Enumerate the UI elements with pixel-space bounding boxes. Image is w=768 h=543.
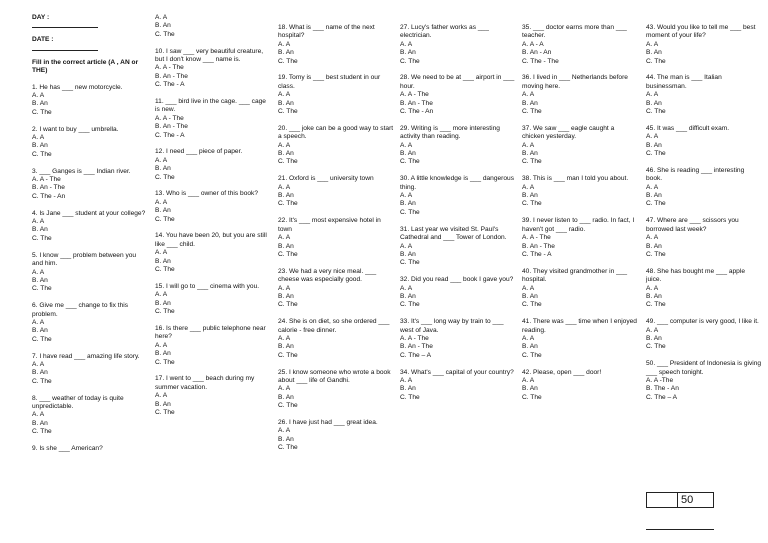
question-item (278, 175, 394, 209)
question-item (400, 175, 516, 217)
question-item (278, 369, 394, 411)
question-list (646, 24, 762, 402)
question-item (155, 190, 271, 224)
answer-option: A. A (32, 318, 45, 326)
question-text: 14. You have been 20, but you are still like ___ child. (155, 232, 267, 248)
score-total: 50 (681, 494, 694, 506)
question-text: 19. Tomy is ___ best student in our class. (278, 74, 381, 90)
answer-option: A. A (646, 40, 659, 48)
question-item (522, 125, 638, 167)
question-text: 40. They visited grandmother in ___ hospital. (522, 267, 628, 284)
answer-option: A. A (32, 411, 45, 419)
worksheet-column-3 (278, 24, 394, 461)
answer-option: C. The - A (155, 81, 185, 89)
answer-option: B. An (155, 22, 171, 30)
answer-option: A. A (155, 341, 168, 349)
answer-option: C. The (646, 57, 666, 65)
answer-option: C. The (278, 158, 298, 166)
question-text: 32. Did you read ___ book I gave you? (400, 276, 514, 284)
question-text: 10. I saw ___ very beautiful creature, but I don't know ___ name is. (155, 47, 264, 64)
question-text: 12. I need ___ piece of paper. (155, 148, 243, 156)
answer-option: A. A (278, 91, 291, 99)
answer-option: A. A (278, 385, 291, 393)
answer-option: B. An (646, 242, 662, 250)
answer-option: C. The (278, 301, 298, 309)
answer-option: B. An (32, 327, 48, 335)
answer-option: A. A - The (400, 91, 429, 99)
answer-option: C. The – A (400, 351, 432, 359)
question-text: 49. ___ computer is very good, I like it. (646, 318, 759, 326)
answer-option: C. The - An (32, 192, 66, 200)
question-text: 38. This is ___ man I told you about. (522, 175, 629, 183)
answer-option: A. A (32, 92, 45, 100)
question-text: 43. Would you like to tell me ___ best moment of your life? (646, 24, 756, 40)
answer-option: B. An - The (32, 184, 65, 192)
question-item (646, 24, 762, 66)
question-item (32, 353, 148, 387)
answer-option: A. A (522, 376, 535, 384)
answer-option: B. An (32, 226, 48, 234)
question-item (400, 74, 516, 116)
question-item (32, 168, 148, 202)
answer-option: A. A (278, 234, 291, 242)
question-item (400, 318, 516, 360)
question-item (646, 217, 762, 259)
question-item (155, 232, 271, 274)
answer-option: C. The (278, 57, 298, 65)
question-text: 11. ___ bird live in the cage. ___ cage is new. (155, 98, 266, 114)
question-text: 46. She is reading ___ interesting book. (646, 166, 745, 183)
answer-option: A. A (155, 249, 168, 257)
answer-option: C. The (32, 150, 52, 158)
question-item (400, 226, 516, 268)
answer-option: A. A (646, 183, 659, 191)
question-text: 39. I never listen to ___ radio. In fact, I haven't got ___ radio. (522, 217, 635, 233)
answer-option: A. A (400, 141, 413, 149)
answer-option: C. The (400, 158, 420, 166)
answer-option: C. The (522, 301, 542, 309)
answer-option: B. An (646, 292, 662, 300)
answer-option: C. The (278, 351, 298, 359)
answer-option: B. An (522, 99, 538, 107)
answer-option: A. A (32, 134, 45, 142)
question-text: 50. ___ President of Indonesia is giving ___ speech tonight. (646, 360, 762, 376)
answer-option: B. An (646, 99, 662, 107)
answer-option: C. The (32, 285, 52, 293)
answer-option: B. An (646, 141, 662, 149)
answer-option: C. The - A (155, 131, 185, 139)
question-item (278, 318, 394, 360)
question-item (155, 148, 271, 182)
answer-option: B. An (155, 207, 171, 215)
answer-option: C. The (32, 428, 52, 436)
question-text: 41. There was ___ time when I enjoyed reading. (522, 318, 637, 334)
question-item (522, 318, 638, 360)
answer-option: C. The (155, 30, 175, 38)
answer-option: C. The - An (400, 108, 434, 116)
question-item (32, 252, 148, 294)
date-field (32, 36, 148, 50)
answer-option: A. A (32, 218, 45, 226)
answer-option: A. A (522, 91, 535, 99)
answer-option: C. The (400, 393, 420, 401)
answer-option: B. An (400, 385, 416, 393)
question-item (155, 14, 271, 39)
answer-option: C. The (522, 393, 542, 401)
answer-option: C. The (155, 173, 175, 181)
answer-option: B. An (522, 343, 538, 351)
answer-option: C. The (400, 259, 420, 267)
answer-option: B. An (400, 49, 416, 57)
question-item (646, 167, 762, 209)
question-text: 37. We saw ___ eagle caught a chicken yesterday. (522, 124, 615, 141)
answer-option: B. An (522, 192, 538, 200)
question-item (400, 125, 516, 167)
answer-option: B. An (32, 419, 48, 427)
question-text: 30. A little knowledge is ___ dangerous thing. (400, 175, 515, 191)
question-item (278, 24, 394, 66)
question-text: 4. Is Jane ___ student at your college? (32, 209, 146, 217)
question-text: 6. Give me ___ change to fix this problem. (32, 302, 129, 318)
question-text: 16. Is there ___ public telephone near here? (155, 324, 266, 341)
worksheet-column-6 (646, 24, 762, 411)
answer-option: A. A (400, 242, 413, 250)
answer-option: A. A (522, 284, 535, 292)
question-text: 34. What's ___ capital of your country? (400, 368, 514, 376)
question-text: 47. Where are ___ scissors you borrowed last week? (646, 217, 739, 233)
answer-option: C. The (522, 200, 542, 208)
question-text: 27. Lucy's father works as ___ electrician. (400, 24, 489, 40)
question-item (32, 302, 148, 344)
answer-option: A. A (646, 234, 659, 242)
question-list (400, 24, 516, 402)
question-item (522, 268, 638, 310)
answer-option: A. A - The (522, 234, 551, 242)
question-text: 23. We had a very nice meal. ___ cheese was especially good. (278, 267, 377, 284)
answer-option: C. The (155, 215, 175, 223)
answer-option: A. A (522, 183, 535, 191)
worksheet-column-5 (522, 24, 638, 411)
question-item (278, 419, 394, 453)
question-item (646, 74, 762, 116)
answer-option: C. The (400, 301, 420, 309)
question-item (400, 24, 516, 66)
question-item (522, 24, 638, 66)
answer-option: C. The (278, 444, 298, 452)
answer-option: C. The - The (522, 57, 559, 65)
answer-option: A. A (278, 40, 291, 48)
answer-option: A. A - The (155, 64, 184, 72)
answer-option: A. A (522, 141, 535, 149)
answer-option: C. The (155, 408, 175, 416)
answer-option: B. An (32, 276, 48, 284)
question-text: 22. It's ___ most expensive hotel in town (278, 217, 381, 233)
signature-line (646, 529, 714, 530)
question-item (522, 217, 638, 259)
question-item (155, 283, 271, 317)
answer-option: A. A (155, 198, 168, 206)
answer-option: B. An (32, 100, 48, 108)
answer-option: A. A (155, 392, 168, 400)
answer-option: B. An (278, 393, 294, 401)
question-text: 9. Is she ___ American? (32, 444, 103, 452)
answer-option: C. The (278, 200, 298, 208)
answer-option: A. A (278, 334, 291, 342)
answer-option: B. An (278, 242, 294, 250)
answer-option: B. An - The (155, 123, 188, 131)
answer-option: C. The (522, 158, 542, 166)
answer-option: B. An (155, 299, 171, 307)
question-item (32, 84, 148, 118)
answer-option: B. An (278, 49, 294, 57)
answer-option: A. A (646, 284, 659, 292)
question-item (400, 369, 516, 403)
worksheet-column-1 (32, 14, 148, 462)
answer-option: C. The (400, 208, 420, 216)
question-text: 45. It was ___ difficult exam. (646, 124, 730, 132)
answer-option: C. The (646, 150, 666, 158)
question-item (155, 48, 271, 90)
question-text: 36. I lived in ___ Netherlands before moving here. (522, 74, 628, 90)
answer-option: B. An (522, 292, 538, 300)
question-text: 44. The man is ___ Italian businessman. (646, 74, 722, 90)
question-text: 20. ___ joke can be a good way to start a speech. (278, 124, 394, 141)
question-item (278, 217, 394, 259)
answer-option: A. A (278, 183, 291, 191)
answer-option: A. A (32, 268, 45, 276)
question-item (646, 318, 762, 352)
answer-option: B. An (646, 192, 662, 200)
answer-option: C. The (278, 108, 298, 116)
answer-option: C. The - A (522, 250, 552, 258)
answer-option: A. A (32, 360, 45, 368)
day-field (32, 14, 148, 28)
question-item (32, 210, 148, 244)
question-text: 3. ___ Ganges is ___ Indian river. (32, 167, 131, 175)
answer-option: B. An (155, 350, 171, 358)
answer-option: A. A (646, 326, 659, 334)
answer-option: B. An (522, 385, 538, 393)
answer-option: B. An (646, 49, 662, 57)
question-item (646, 125, 762, 159)
answer-option: B. An (400, 250, 416, 258)
answer-option: B. An - The (400, 99, 433, 107)
answer-option: C. The (646, 250, 666, 258)
worksheet-column-4 (400, 24, 516, 411)
day-blank-line (32, 22, 98, 28)
question-text: 17. I went to ___ beach during my summer vacation. (155, 375, 255, 391)
answer-option: C. The (522, 351, 542, 359)
answer-option: A. A (278, 427, 291, 435)
answer-option: B. An (278, 435, 294, 443)
question-item (522, 74, 638, 116)
answer-option: C. The (32, 234, 52, 242)
question-text: 31. Last year we visited St. Paul's Cathedral and ___ Tower of London. (400, 225, 507, 242)
answer-option: A. A (646, 133, 659, 141)
answer-option: B. An - An (522, 49, 552, 57)
answer-option: A. A -The (646, 376, 674, 384)
date-label: DATE : (32, 36, 54, 44)
question-text: 48. She has bought me ___ apple juice. (646, 267, 745, 284)
answer-option: B. An (278, 292, 294, 300)
question-list (155, 14, 271, 417)
answer-option: B. An (646, 334, 662, 342)
answer-option: C. The (32, 108, 52, 116)
answer-option: A. A (400, 284, 413, 292)
question-text: 18. What is ___ name of the next hospital? (278, 24, 375, 40)
answer-option: C. The (646, 108, 666, 116)
answer-option: B. An (155, 400, 171, 408)
answer-option: C. The (646, 343, 666, 351)
answer-option: A. A (278, 284, 291, 292)
question-item (32, 445, 148, 453)
question-text: 42. Please, open ___ door! (522, 368, 602, 376)
question-item (278, 268, 394, 310)
answer-option: B. An (400, 200, 416, 208)
answer-option: B. An - The (155, 72, 188, 80)
answer-option: C. The (32, 377, 52, 385)
answer-option: A. A (400, 40, 413, 48)
question-text: 35. ___ doctor earns more than ___ teacher. (522, 24, 627, 40)
day-label: DAY : (32, 14, 50, 21)
answer-option: A. A (155, 156, 168, 164)
answer-option: B. An (32, 369, 48, 377)
answer-option: B. An (278, 150, 294, 158)
question-list (32, 84, 148, 454)
answer-option: A. A - The (32, 176, 61, 184)
question-text: 26. I have just had ___ great idea. (278, 418, 378, 426)
answer-option: A. A (155, 291, 168, 299)
answer-option: C. The (646, 200, 666, 208)
question-item (155, 325, 271, 367)
answer-option: B. An (278, 343, 294, 351)
question-text: 5. I know ___ problem between you and him. (32, 251, 137, 268)
date-blank-line (32, 45, 98, 51)
answer-option: B. An (522, 150, 538, 158)
answer-option: B. An (278, 192, 294, 200)
answer-option: B. An (400, 150, 416, 158)
answer-option: B. An (32, 142, 48, 150)
question-text: 21. Oxford is ___ university town (278, 175, 374, 183)
question-text: 2. I want to buy ___ umbrella. (32, 125, 119, 133)
answer-option: C. The (278, 250, 298, 258)
answer-option: A. A (278, 141, 291, 149)
answer-option: C. The (155, 358, 175, 366)
answer-option: A. A - The (400, 334, 429, 342)
answer-option: B. An - The (400, 343, 433, 351)
answer-option: C. The (400, 57, 420, 65)
answer-option: C. The – A (646, 393, 678, 401)
answer-option: B. An (400, 292, 416, 300)
question-item (646, 268, 762, 310)
answer-option: A. A (400, 192, 413, 200)
question-text: 13. Who is ___ owner of this book? (155, 190, 258, 198)
question-item (278, 74, 394, 116)
answer-option: C. The (155, 266, 175, 274)
answer-option: A. A (646, 91, 659, 99)
question-item (155, 375, 271, 417)
instruction-text: Fill in the correct article (A , AN or THE) (32, 58, 139, 75)
question-item (400, 276, 516, 310)
question-text: 25. I know someone who wrote a book about ___ life of Gandhi. (278, 368, 391, 384)
answer-option: A. A - A (522, 40, 544, 48)
answer-option: B. An (155, 257, 171, 265)
question-item (646, 360, 762, 402)
question-item (155, 98, 271, 140)
question-text: 1. He has ___ new motorcycle. (32, 83, 123, 91)
question-item (32, 126, 148, 160)
answer-option: B. The - An (646, 385, 679, 393)
answer-option: A. A (400, 376, 413, 384)
question-text: 8. ___ weather of today is quite unpredictable. (32, 394, 124, 410)
question-text: 15. I will go to ___ cinema with you. (155, 282, 260, 290)
answer-option: A. A (522, 334, 535, 342)
answer-option: C. The (522, 108, 542, 116)
answer-option: B. An (155, 165, 171, 173)
answer-option: A. A - The (155, 114, 184, 122)
question-text: 24. She is on diet, so she ordered ___ calorie - free dinner. (278, 318, 390, 334)
question-item (278, 125, 394, 167)
question-item (522, 369, 638, 403)
question-list (522, 24, 638, 402)
answer-option: B. An - The (522, 242, 555, 250)
answer-option: C. The (155, 308, 175, 316)
question-list (278, 24, 394, 453)
answer-option: B. An (278, 99, 294, 107)
question-text: 7. I have read ___ amazing life story. (32, 352, 140, 360)
answer-option: A. A (155, 14, 168, 21)
score-divider (677, 493, 678, 507)
worksheet-column-2 (155, 14, 271, 426)
question-text: 33. It's ___ long way by train to ___ west of Java. (400, 318, 504, 334)
answer-option: C. The (646, 301, 666, 309)
question-item (32, 395, 148, 437)
question-text: 29. Writing is ___ more interesting activity than reading. (400, 124, 500, 141)
score-box (646, 492, 714, 508)
question-item (522, 175, 638, 209)
answer-option: C. The (32, 335, 52, 343)
answer-option: C. The (278, 402, 298, 410)
question-text: 28. We need to be at ___ airport in ___ hour. (400, 74, 515, 90)
